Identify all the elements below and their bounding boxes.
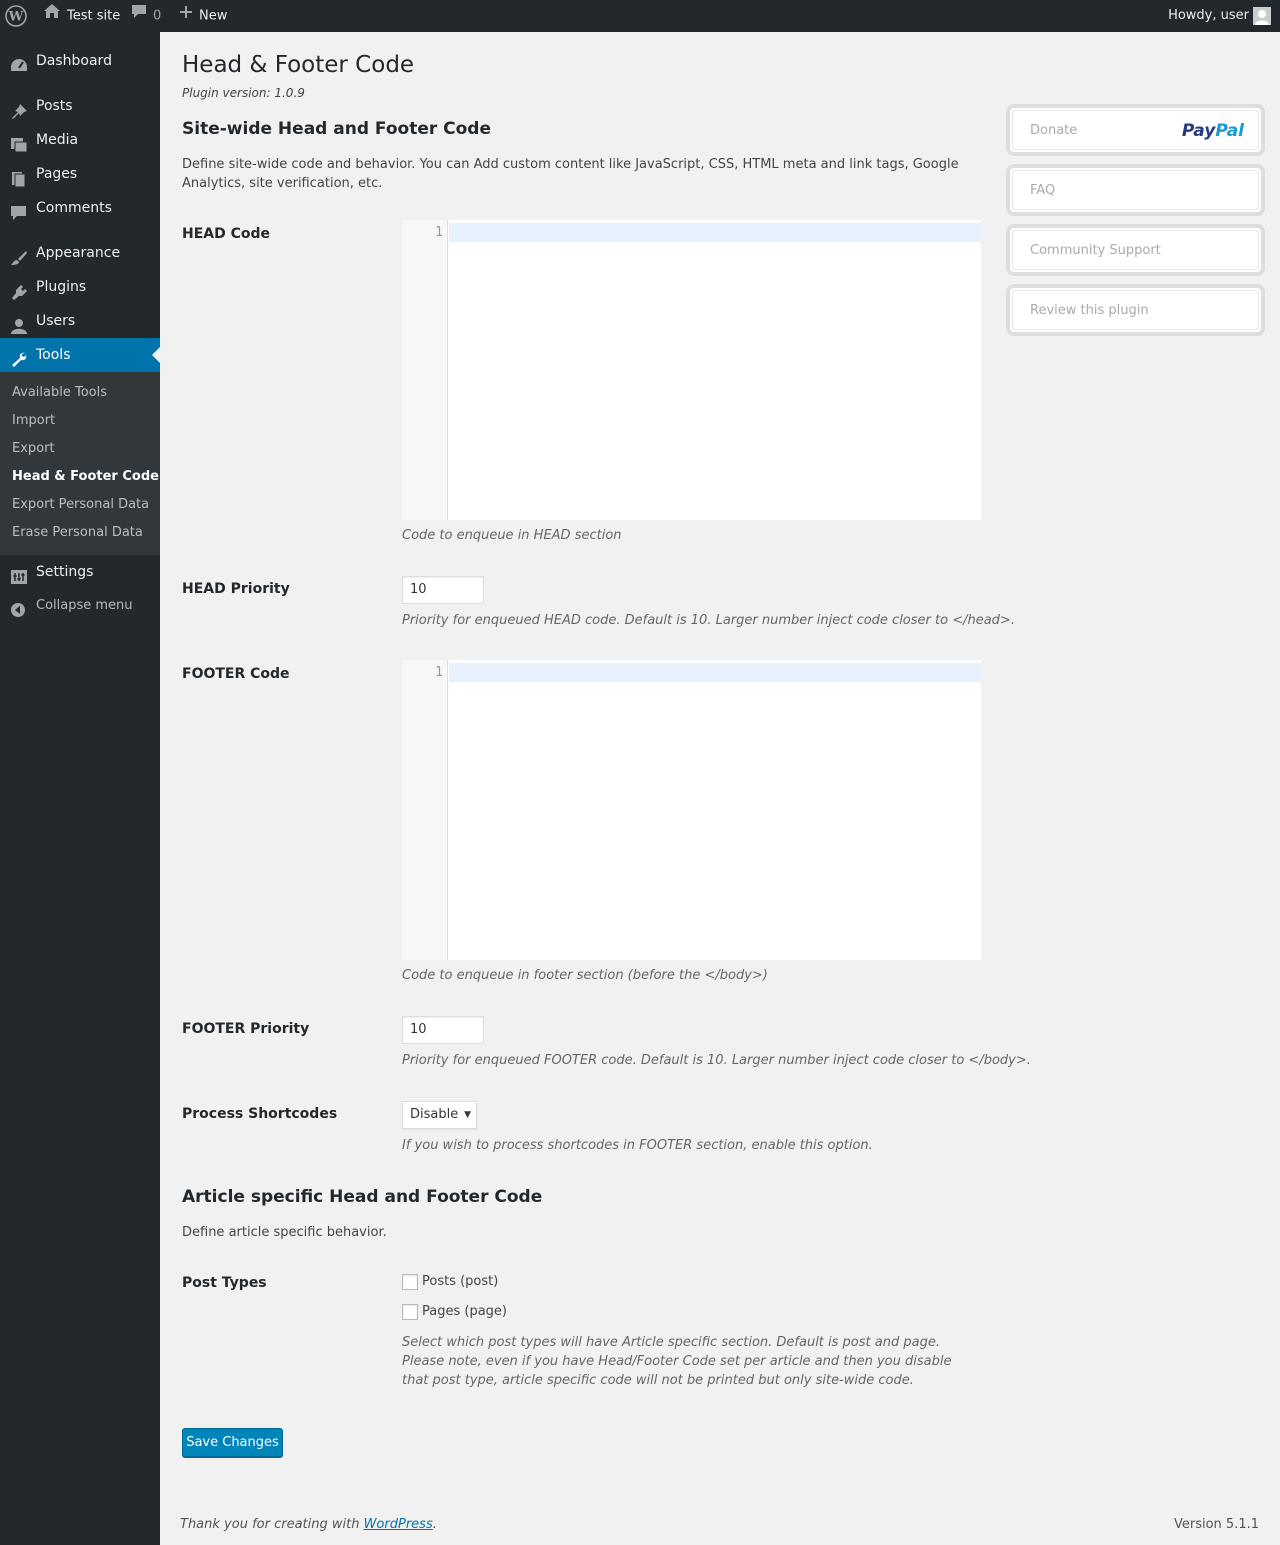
head-code-label: HEAD Code [182,226,271,242]
site-name-link[interactable] [43,0,120,32]
save-changes-button[interactable]: Save Changes [182,1428,283,1457]
plus-icon [179,0,193,32]
select-value: Disable [410,1107,459,1122]
process-shortcodes-hint: If you wish to process shortcodes in FOOTER section, enable this option. [402,1138,873,1153]
submenu-export-personal-data[interactable]: Export Personal Data [12,497,150,512]
footer-thanks-prefix: Thank you for creating with [180,1517,364,1532]
paypal-logo [1182,111,1244,151]
posts-checkbox[interactable] [402,1274,418,1290]
current-arrow [152,347,160,363]
avatar[interactable] [1253,7,1271,25]
line-number: 1 [435,665,443,680]
footer-code-label: FOOTER Code [182,666,290,682]
paypal-pay: Pay [1181,121,1216,141]
article-heading: Article specific Head and Footer Code [182,1187,543,1207]
footer-thanks [180,1517,437,1532]
sidebar-item-dashboard[interactable] [0,44,160,78]
pages-icon [10,166,28,182]
head-priority-label: HEAD Priority [182,581,290,597]
sidebar-item-comments[interactable] [0,191,160,225]
footer-priority-label: FOOTER Priority [182,1021,310,1037]
footer-code-editor[interactable] [402,660,981,960]
sidebar-item-pages[interactable] [0,157,160,191]
donate-label: Donate [1030,123,1078,138]
widget-inner [1012,110,1259,150]
donate-widget[interactable] [1006,104,1265,156]
sidebar-item-media[interactable] [0,123,160,157]
widget-inner [1012,230,1259,270]
pages-checkbox[interactable] [402,1304,418,1320]
sitewide-description: Define site-wide code and behavior. You can Add custom content like JavaScript, CSS, HTML meta and link tags, Google Analytics, site verification, etc. [182,157,959,191]
posts-checkbox-label: Posts (post) [422,1274,499,1289]
admin-bar [0,0,1280,32]
collapse-menu-button[interactable] [0,589,160,623]
footer-version: Version 5.1.1 [1173,1517,1259,1532]
media-icon [10,132,28,148]
plug-icon [10,279,28,295]
head-priority-input[interactable]: 10 [402,576,484,604]
wordpress-logo-icon[interactable] [5,5,31,27]
sidebar-item-settings[interactable] [0,555,160,589]
post-types-hint: Select which post types will have Article specific section. Default is post and page. Please note, even if you have Head/Footer Code set per article and then you disable that post type, article specific code will not be printed but only site-wide code. [402,1335,952,1388]
sidebar-item-label: Plugins [36,279,87,295]
admin-sidebar [0,32,160,1545]
comment-bubble-icon [131,0,147,32]
sidebar-item-label: Media [36,132,79,148]
site-name: Test site [67,8,121,24]
community-support-label: Community Support [1030,243,1161,258]
comments-count: 0 [153,8,162,24]
footer-code-hint: Code to enqueue in footer section (before the </body>) [402,968,768,983]
dashboard-icon [10,53,28,69]
footer-code-textarea[interactable] [449,660,981,960]
paypal-pal: Pal [1215,121,1244,141]
collapse-label: Collapse menu [36,598,133,613]
line-number: 1 [435,225,443,240]
article-description: Define article specific behavior. [182,1225,387,1240]
submenu-erase-personal-data[interactable]: Erase Personal Data [12,525,143,540]
widget-inner [1012,170,1259,210]
footer-priority-input[interactable]: 10 [402,1016,484,1044]
sidebar-item-appearance[interactable] [0,236,160,270]
process-shortcodes-label: Process Shortcodes [182,1106,338,1122]
line-gutter [402,220,448,520]
head-priority-hint: Priority for enqueued HEAD code. Default is 10. Larger number inject code closer to </head>. [402,613,1015,628]
widget-inner [1012,290,1259,330]
collapse-arrow-icon [10,598,28,614]
faq-label: FAQ [1030,183,1056,198]
community-support-widget[interactable] [1006,224,1265,276]
tools-submenu [0,372,160,555]
post-types-label: Post Types [182,1275,267,1291]
footer-thanks-suffix: . [432,1517,437,1532]
new-content-link[interactable] [179,0,227,32]
new-label: New [199,8,228,24]
faq-widget[interactable] [1006,164,1265,216]
submenu-import[interactable]: Import [12,413,56,428]
page-title: Head & Footer Code [182,52,415,78]
sitewide-heading: Site-wide Head and Footer Code [182,119,492,139]
sidebar-item-posts[interactable] [0,89,160,123]
brush-icon [10,245,28,261]
head-code-editor[interactable] [402,220,981,520]
sidebar-item-label: Pages [36,166,78,182]
sidebar-item-label: Posts [36,98,73,114]
sidebar-item-tools[interactable] [0,338,160,372]
wrench-icon [10,347,28,363]
dropdown-caret-icon: ▼ [464,1110,471,1120]
settings-icon [10,564,28,580]
user-icon [10,313,28,329]
footer-priority-hint: Priority for enqueued FOOTER code. Default is 10. Larger number inject code closer to </body>. [402,1053,1031,1068]
review-plugin-label: Review this plugin [1030,303,1149,318]
review-plugin-widget[interactable] [1006,284,1265,336]
home-icon [43,0,61,32]
sidebar-item-label: Users [36,313,76,329]
wordpress-link[interactable]: WordPress [363,1517,433,1532]
sidebar-item-plugins[interactable] [0,270,160,304]
submenu-available-tools[interactable]: Available Tools [12,385,107,400]
pin-icon [10,98,28,114]
comments-icon [10,200,28,216]
svg-text:W: W [8,9,24,25]
process-shortcodes-select[interactable] [402,1101,477,1129]
sidebar-item-label: Dashboard [36,53,112,69]
sidebar-item-label: Settings [36,564,94,580]
plugin-version: Plugin version: 1.0.9 [182,86,305,100]
howdy-user[interactable]: Howdy, user [1168,8,1249,23]
comments-link[interactable] [131,0,161,32]
submenu-export[interactable]: Export [12,441,55,456]
submenu-head-footer-code[interactable]: Head & Footer Code [12,469,159,484]
head-code-hint: Code to enqueue in HEAD section [402,528,622,543]
line-gutter [402,660,448,960]
sidebar-item-users[interactable] [0,304,160,338]
sidebar-item-label: Tools [36,347,71,363]
head-code-textarea[interactable] [449,220,981,520]
sidebar-item-label: Appearance [36,245,121,261]
sidebar-item-label: Comments [36,200,112,216]
pages-checkbox-label: Pages (page) [422,1304,507,1319]
